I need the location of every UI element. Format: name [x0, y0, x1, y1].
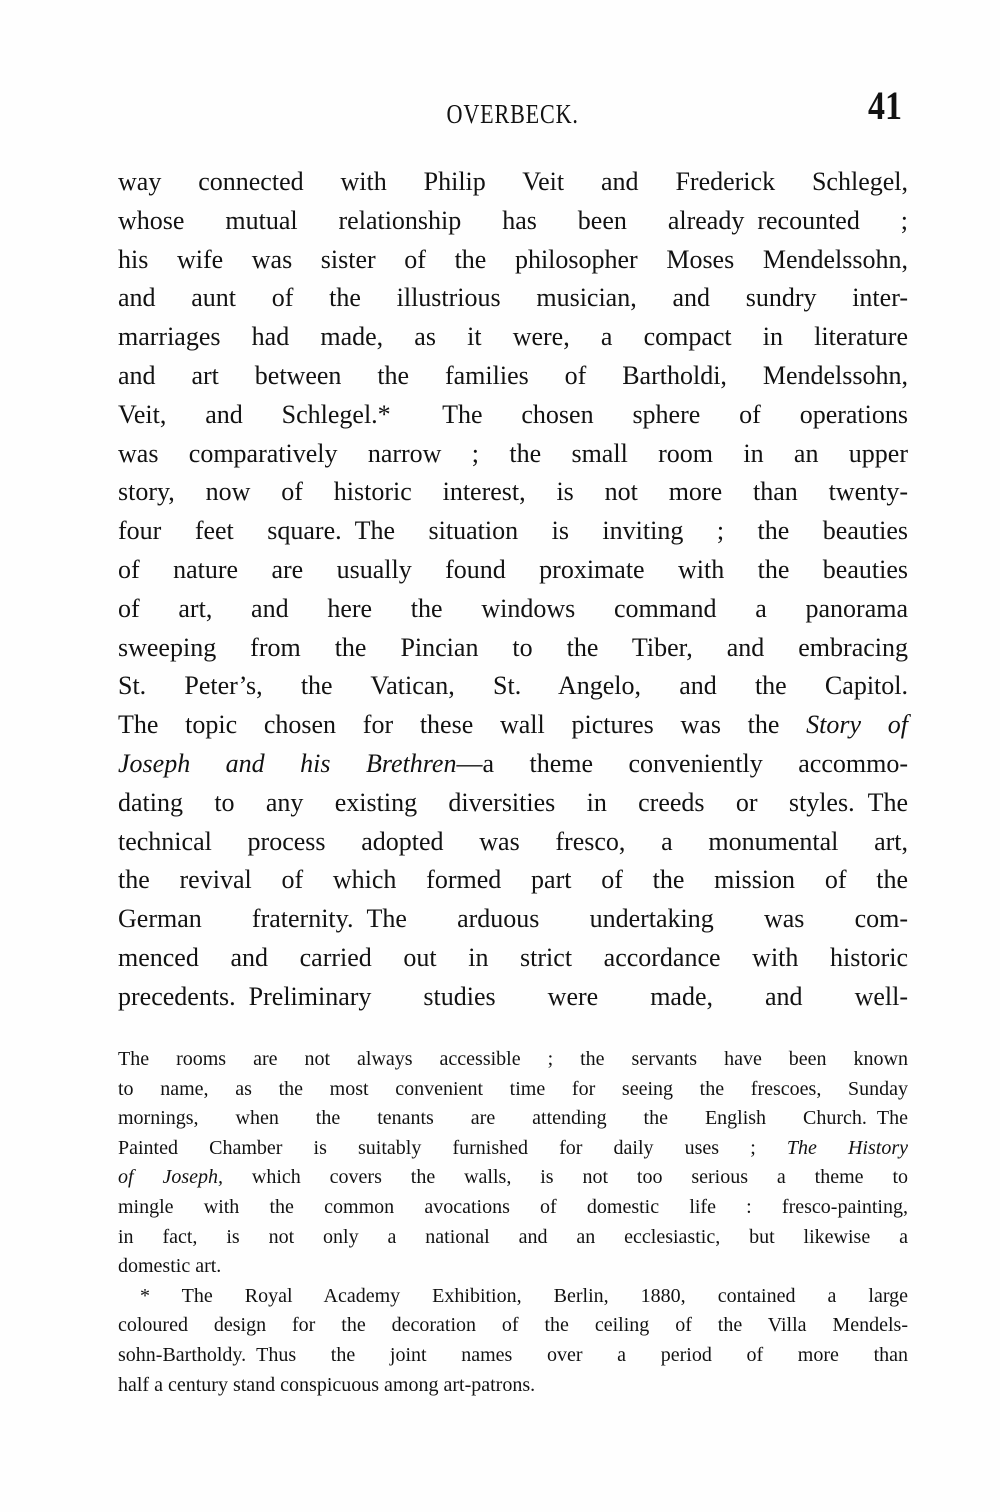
text-line — [118, 473, 908, 512]
text-segment: The topic chosen for these wall pictures was the — [118, 710, 807, 740]
text-line — [118, 1371, 908, 1401]
text-segment: German fraternity. The arduous undertaking was com- — [118, 904, 908, 934]
text-line — [118, 1193, 908, 1223]
text-segment: of nature are usually found proximate with the beauties — [118, 554, 908, 584]
text-segment: marriages had made, as it were, a compact in literature — [118, 322, 908, 352]
text-segment: technical process adopted was fresco, a monumental art, — [118, 826, 908, 856]
text-line — [118, 396, 908, 435]
text-segment: precedents. Preliminary studies were made, and well- — [118, 981, 908, 1011]
text-segment: of art, and here the windows command a panorama — [118, 593, 908, 623]
text-segment: sweeping from the Pincian to the Tiber, and embracing — [118, 632, 908, 662]
italic-text-segment: Story of — [806, 710, 908, 740]
text-segment: half a century stand conspicuous among art-patrons. — [118, 1373, 536, 1396]
text-segment: to name, as the most convenient time for seeing the frescoes, Sunday — [118, 1077, 908, 1100]
text-line — [118, 279, 908, 318]
text-segment: mornings, when the tenants are attending the English Church. The — [118, 1107, 908, 1130]
text-line — [118, 1075, 908, 1105]
text-line — [118, 900, 908, 939]
text-line — [118, 241, 908, 280]
text-segment: mingle with the common avocations of domestic life : fresco-painting, — [118, 1195, 908, 1218]
text-line — [118, 978, 908, 1017]
text-segment: was comparatively narrow ; the small room in an upper — [118, 438, 908, 468]
text-line — [118, 667, 908, 706]
text-segment: menced and carried out in strict accordance with historic — [118, 942, 908, 972]
text-segment: domestic art. — [118, 1255, 222, 1278]
text-line — [118, 590, 908, 629]
text-segment: and aunt of the illustrious musician, and sundry inter- — [118, 283, 908, 313]
italic-text-segment: Joseph and his Brethren — [118, 748, 457, 778]
text-line — [118, 629, 908, 668]
page-header — [118, 0, 908, 150]
text-line — [118, 163, 908, 202]
text-line — [118, 318, 908, 357]
text-segment: his wife was sister of the philosopher Moses Mendelssohn, — [118, 244, 908, 274]
text-segment: sohn-Bartholdy. Thus the joint names over a period of more than — [118, 1343, 908, 1366]
text-segment: story, now of historic interest, is not more than twenty- — [118, 477, 908, 507]
text-line — [118, 551, 908, 590]
text-segment: in fact, is not only a national and an ecclesiastic, but likewise a — [118, 1225, 908, 1248]
text-line — [118, 1282, 908, 1312]
text-line — [118, 202, 908, 241]
text-segment: way connected with Philip Veit and Frederick Schlegel, — [118, 167, 908, 196]
text-line — [118, 1104, 908, 1134]
text-line — [118, 435, 908, 474]
text-line — [118, 1252, 908, 1282]
text-segment: Veit, and Schlegel.* The chosen sphere of operations — [118, 399, 908, 429]
text-segment: whose mutual relationship has been already recounted ; — [118, 205, 908, 235]
italic-text-segment: The History — [786, 1136, 908, 1159]
text-line — [118, 1134, 908, 1164]
text-line — [118, 861, 908, 900]
text-line — [118, 706, 908, 745]
text-line — [118, 1163, 908, 1193]
italic-text-segment: of Joseph, — [118, 1166, 223, 1189]
body-text — [118, 163, 908, 1017]
text-segment: Painted Chamber is suitably furnished for daily uses ; — [118, 1136, 787, 1159]
text-line — [118, 784, 908, 823]
text-segment: which covers the walls, is not too serious a theme to — [223, 1166, 909, 1189]
text-segment: —a theme conveniently accommo- — [456, 748, 908, 778]
text-segment: * The Royal Academy Exhibition, Berlin, 1880, contained a large — [140, 1284, 908, 1307]
text-segment: four feet square. The situation is inviting ; the beauties — [118, 516, 908, 546]
text-line — [118, 1311, 908, 1341]
text-line — [118, 512, 908, 551]
text-line — [118, 1341, 908, 1371]
text-line — [118, 1045, 908, 1075]
page-number: 41 — [868, 83, 902, 128]
text-line — [118, 357, 908, 396]
text-line — [118, 745, 908, 784]
footnote-text — [118, 1045, 908, 1400]
text-segment: and art between the families of Bartholdi, Mendelssohn, — [118, 360, 908, 390]
text-segment: dating to any existing diversities in creeds or styles. The — [118, 787, 908, 817]
text-segment: the revival of which formed part of the mission of the — [118, 865, 908, 895]
running-head — [118, 101, 908, 128]
text-line — [118, 939, 908, 978]
text-segment: St. Peter’s, the Vatican, St. Angelo, and the Capitol. — [118, 671, 908, 701]
text-line — [118, 823, 908, 862]
text-line — [118, 1223, 908, 1253]
text-segment: The rooms are not always accessible ; the servants have been known — [118, 1048, 908, 1070]
running-head-title: OVERBECK. — [446, 99, 580, 129]
text-segment: coloured design for the decoration of the ceiling of the Villa Mendels- — [118, 1314, 908, 1337]
